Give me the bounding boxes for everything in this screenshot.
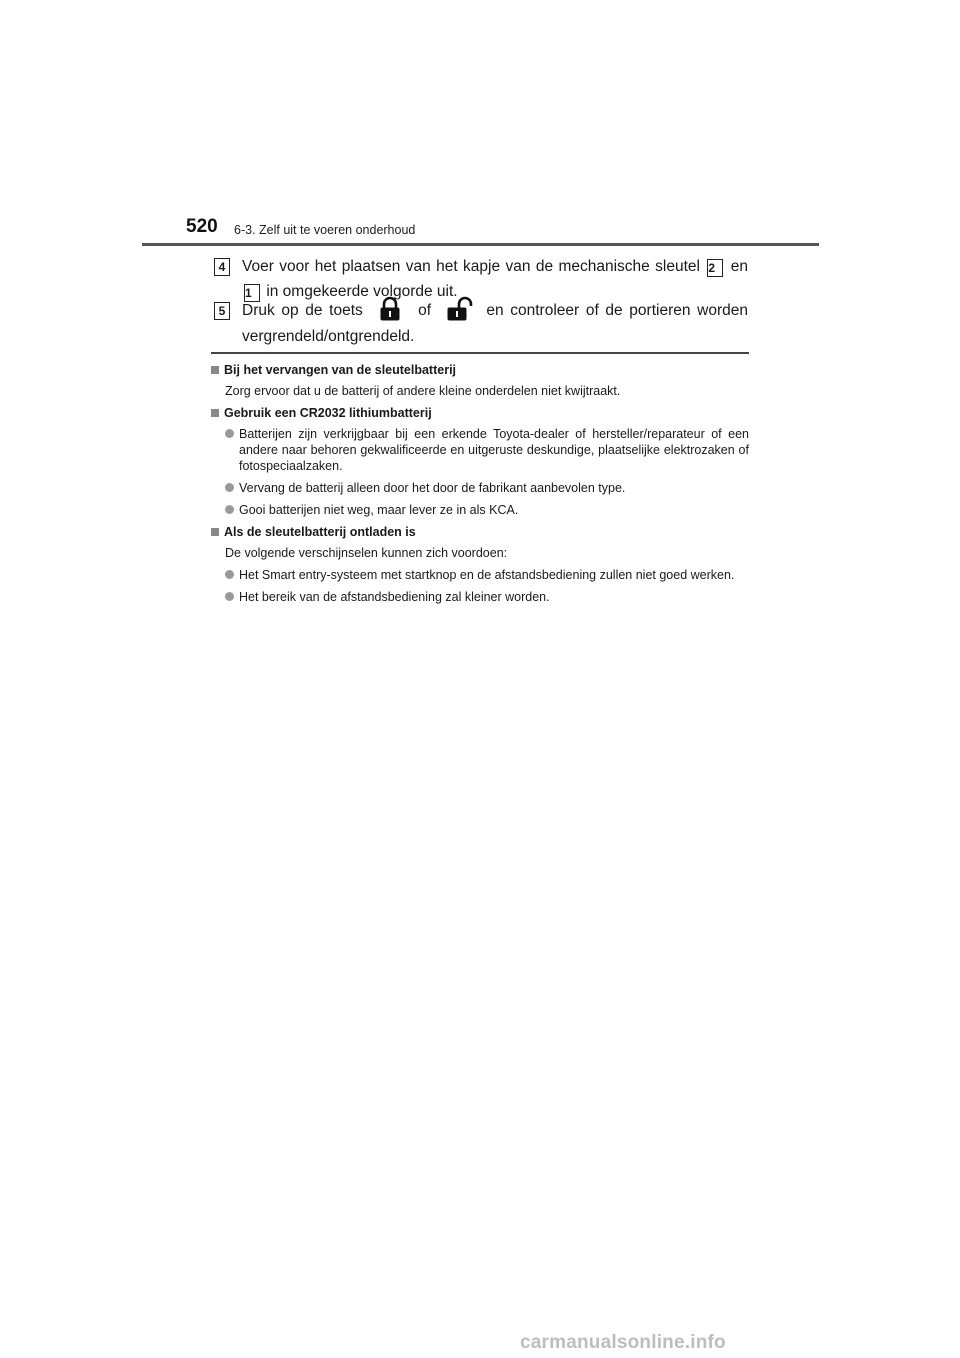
square-bullet-icon — [211, 366, 219, 374]
note-heading — [211, 524, 749, 540]
note-heading-text: Gebruik een CR2032 lithiumbatterij — [224, 406, 432, 420]
step-badge: 4 — [214, 258, 230, 276]
note-paragraph: Zorg ervoor dat u de batterij of andere kleine onderdelen niet kwijtraakt. — [225, 384, 621, 398]
step-text-part: Druk op de toets — [242, 302, 363, 320]
step-text-part: in omgekeerde volgorde uit. — [266, 283, 458, 300]
list-item — [225, 426, 749, 474]
note-battery-replacement — [211, 362, 749, 399]
step-5 — [214, 298, 748, 349]
note-heading-text: Bij het vervangen van de sleutelbatterij — [224, 363, 457, 377]
page-header — [0, 0, 960, 250]
list-item-text: Vervang de batterij alleen door het door de fabrikant aanbevolen type. — [239, 481, 626, 495]
square-bullet-icon — [211, 528, 219, 536]
circle-bullet-icon — [225, 592, 234, 601]
note-heading — [211, 405, 749, 421]
watermark: carmanualsonline.info — [520, 1332, 726, 1353]
lock-icon — [369, 296, 411, 322]
list-item — [225, 567, 749, 583]
list-item-text: Het Smart entry-systeem met startknop en de afstandsbediening zullen niet goed werken. — [239, 568, 735, 582]
square-bullet-icon — [211, 409, 219, 417]
list-item-text: Gooi batterijen niet weg, maar lever ze in als KCA. — [239, 503, 519, 517]
circle-bullet-icon — [225, 483, 234, 492]
ref-badge: 2 — [707, 259, 723, 277]
step-badge: 5 — [214, 302, 230, 320]
step-text — [242, 254, 748, 304]
page-number: 520 — [186, 216, 218, 237]
step-text-part: en — [730, 258, 748, 275]
note-battery-type — [211, 405, 749, 518]
note-heading — [211, 362, 749, 378]
ref-badge: 1 — [244, 284, 260, 302]
step-text-part: of — [418, 302, 432, 320]
circle-bullet-icon — [225, 570, 234, 579]
notes-section — [211, 362, 749, 611]
list-item-text: Batterijen zijn verkrijgbaar bij een erkende Toyota-dealer of hersteller/reparateur of een andere naar behoren gekwalificeerde en uitgeruste deskundige, plaatselijke elektrozaken of fotospeciaalzaken. — [239, 427, 749, 473]
section-title: 6-3. Zelf uit te voeren onderhoud — [234, 223, 416, 237]
step-4 — [214, 254, 748, 304]
step-text-part: en controleer of de portieren worden vergrendeld/ontgrendeld. — [242, 302, 748, 345]
step-text-part: Voer voor het plaatsen van het kapje van de mechanische sleutel — [242, 258, 700, 275]
unlock-icon — [438, 296, 480, 322]
note-heading-text: Als de sleutelbatterij ontladen is — [224, 525, 416, 539]
circle-bullet-icon — [225, 505, 234, 514]
list-item — [225, 589, 749, 605]
list-item — [225, 480, 749, 496]
notes-divider — [211, 352, 749, 354]
list-item — [225, 502, 749, 518]
note-paragraph: De volgende verschijnselen kunnen zich voordoen: — [225, 546, 508, 560]
header-divider — [142, 243, 819, 246]
circle-bullet-icon — [225, 429, 234, 438]
note-battery-discharged — [211, 524, 749, 605]
list-item-text: Het bereik van de afstandsbediening zal kleiner worden. — [239, 590, 550, 604]
step-text — [242, 298, 748, 349]
